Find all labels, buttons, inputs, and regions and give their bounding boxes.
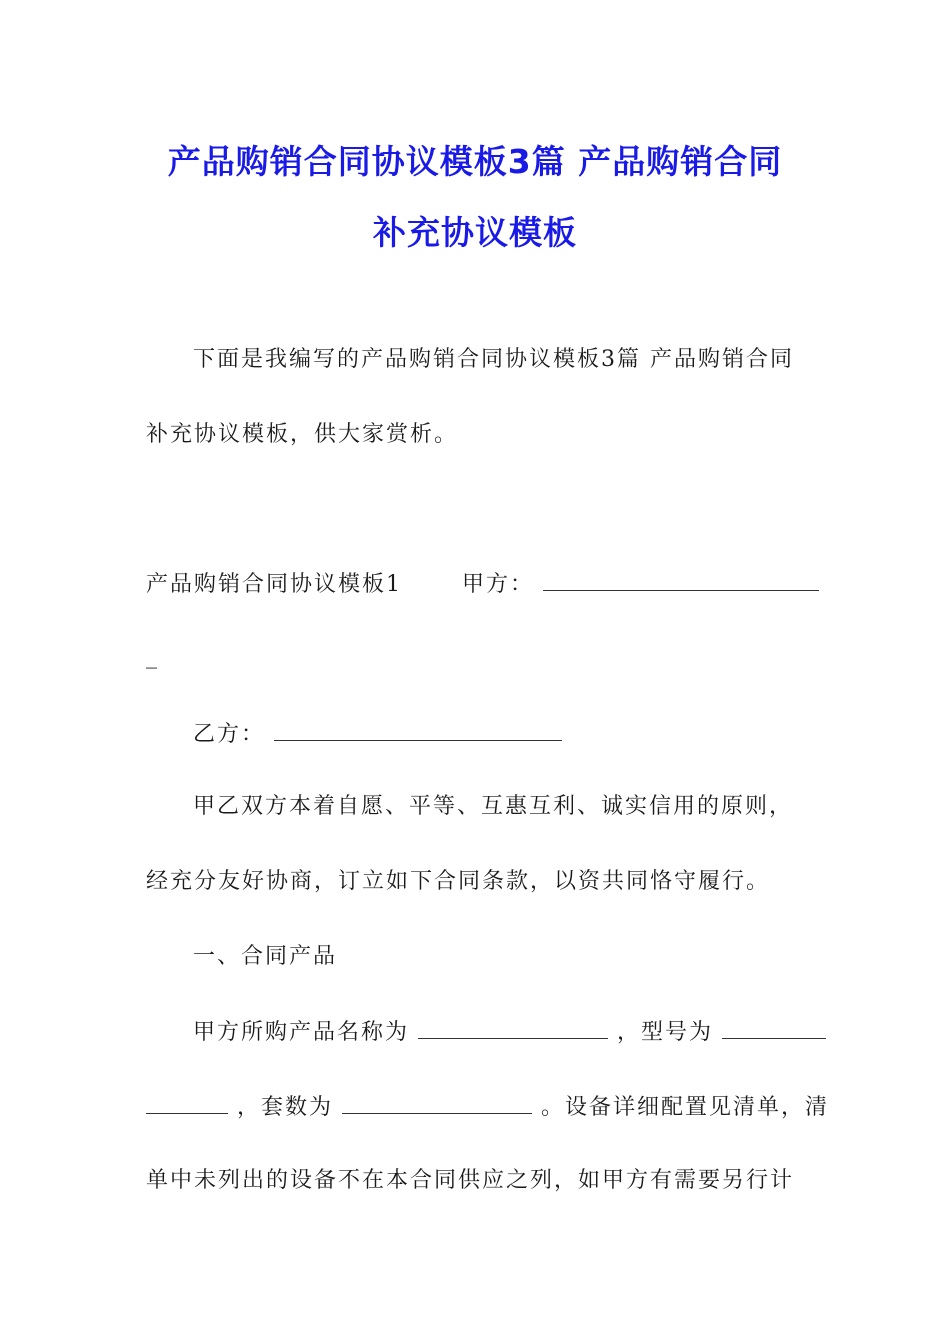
product-config-text: 。设备详细配置见清单，清: [541, 1095, 830, 1120]
intro-paragraph-line-2: 补充协议模板，供大家赏析。: [146, 422, 459, 447]
product-line-2: [146, 1091, 829, 1123]
template-1-title: 产品购销合同协议模板1: [146, 572, 402, 597]
party-b-line: [193, 718, 562, 750]
product-model-label: ，型号为: [617, 1020, 714, 1045]
product-name-label: 甲方所购产品名称为: [193, 1020, 410, 1045]
product-line-1: [193, 1016, 826, 1048]
principle-line-2: 经充分友好协商，订立如下合同条款，以资共同恪守履行。: [146, 869, 771, 894]
section-1-heading: 一、合同产品: [193, 944, 338, 969]
party-a-blank: [543, 568, 819, 591]
product-model-blank: [722, 1016, 826, 1039]
product-line-3: 单中未列出的设备不在本合同供应之列，如甲方有需要另行计: [146, 1168, 795, 1193]
intro-paragraph-line-1: 下面是我编写的产品购销合同协议模板3篇 产品购销合同: [193, 347, 794, 372]
product-model-blank-continuation: [146, 1091, 228, 1114]
product-quantity-label: ，套数为: [237, 1095, 334, 1120]
product-quantity-blank: [342, 1091, 532, 1114]
document-title-line-1: 产品购销合同协议模板3篇 产品购销合同: [167, 142, 783, 181]
template-1-heading: [146, 568, 819, 600]
party-b-blank: [274, 718, 562, 741]
party-b-label: 乙方：: [193, 722, 266, 747]
principle-line-1: 甲乙双方本着自愿、平等、互惠互利、诚实信用的原则，: [193, 794, 794, 819]
party-a-label: 甲方：: [462, 572, 535, 597]
party-a-blank-continuation: _: [146, 644, 159, 669]
document-title-line-2: 补充协议模板: [373, 213, 577, 252]
product-name-blank: [418, 1016, 608, 1039]
